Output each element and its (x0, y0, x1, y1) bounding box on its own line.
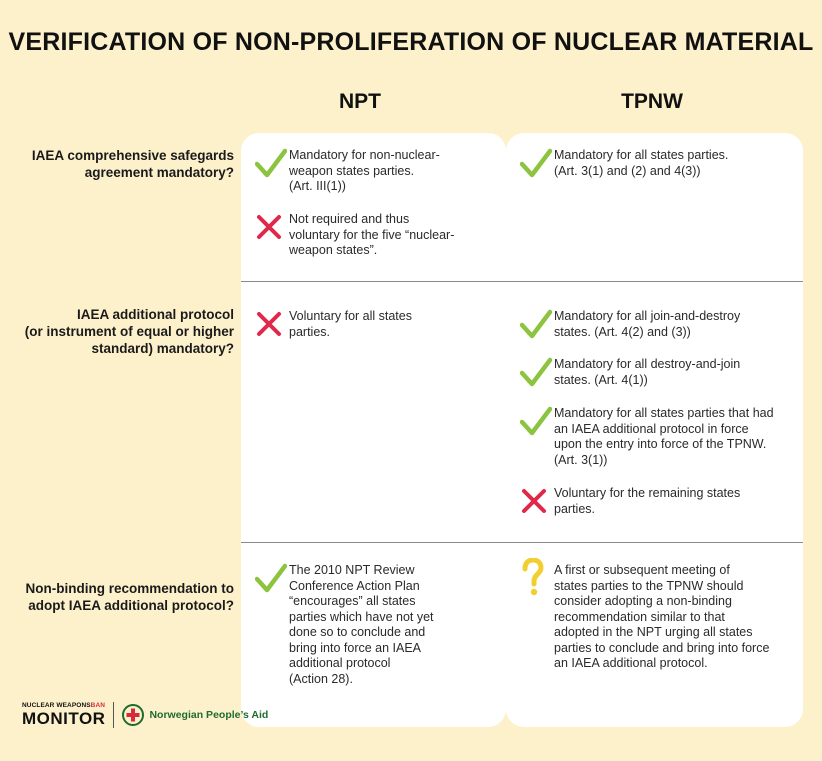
entry-text: Mandatory for all join-and-destroy states. (Art. 4(2) and (3)) (554, 309, 741, 339)
question-icon (520, 563, 554, 593)
entry-text: Mandatory for non-nuclear- weapon states parties. (Art. III(1)) (289, 148, 440, 193)
entry-text: Mandatory for all destroy-and-join states. (Art. 4(1)) (554, 357, 741, 387)
tpnw-card (506, 133, 803, 727)
tpnw-entry (520, 148, 728, 179)
row-divider (506, 281, 803, 282)
npa-label: Norwegian People’s Aid (149, 709, 269, 721)
row-label-additional-protocol (14, 306, 234, 357)
row-label-line: (or instrument of equal or higher (24, 324, 234, 339)
entry-text: Not required and thus voluntary for the five “nuclear- weapon states”. (289, 212, 455, 257)
row-label-safeguards (14, 147, 234, 181)
check-icon (255, 563, 289, 593)
tpnw-entry (520, 563, 769, 672)
npt-entry (255, 148, 440, 195)
row-divider (241, 542, 506, 543)
cross-icon (520, 486, 554, 516)
row-label-line: adopt IAEA additional protocol? (28, 598, 234, 613)
tpnw-entry (520, 309, 740, 340)
row-divider (506, 542, 803, 543)
npt-card (241, 133, 506, 727)
entry-text: Voluntary for the remaining states parties. (554, 486, 741, 516)
row-label-recommendation (14, 580, 234, 614)
cross-icon (255, 309, 289, 339)
npa-emblem-icon (122, 704, 144, 726)
entry-text: Voluntary for all states parties. (289, 309, 412, 339)
entry-text: The 2010 NPT Review Conference Action Plan “encourages” all states parties which have not yet done so to conclude and bring into force an IAEA additional protocol (Action 28). (289, 563, 434, 686)
norwegian-peoples-aid-logo (122, 704, 268, 726)
entry-text: A first or subsequent meeting of states parties to the TPNW should consider adopting a non-binding recommendation similar to that adopted in the NPT urging all states parties to conclude and bring into force an IAEA additional protocol. (554, 563, 770, 670)
row-divider (241, 281, 506, 282)
check-icon (520, 406, 554, 436)
cross-icon (255, 212, 289, 242)
row-label-line: agreement mandatory? (84, 165, 234, 180)
check-icon (255, 148, 289, 178)
tpnw-entry (520, 357, 740, 388)
row-label-line: IAEA comprehensive safegards (31, 148, 234, 163)
npt-entry (255, 563, 434, 687)
check-icon (520, 357, 554, 387)
footer-logos (22, 702, 268, 728)
tpnw-entry (520, 486, 740, 517)
row-label-line: Non-binding recommendation to (25, 581, 234, 596)
column-header-tpnw: TPNW (621, 90, 683, 113)
page-title: VERIFICATION OF NON-PROLIFERATION OF NUCLEAR MATERIAL (8, 28, 814, 56)
check-icon (520, 309, 554, 339)
tpnw-entry (520, 406, 774, 468)
entry-text: Mandatory for all states parties that had an IAEA additional protocol in force upon the entry into force of the TPNW. (Art. 3(1)) (554, 406, 774, 467)
npt-entry (255, 212, 454, 259)
check-icon (520, 148, 554, 178)
logo-separator (113, 702, 114, 728)
entry-text: Mandatory for all states parties. (Art. 3(1) and (2) and 4(3)) (554, 148, 729, 178)
npt-entry (255, 309, 412, 340)
row-label-line: IAEA additional protocol (77, 307, 234, 322)
row-label-line: standard) mandatory? (91, 341, 234, 356)
nuclear-weapons-ban-monitor-logo: NUCLEAR WEAPONSBAN MONITOR (22, 702, 106, 728)
column-header-npt: NPT (339, 90, 381, 113)
